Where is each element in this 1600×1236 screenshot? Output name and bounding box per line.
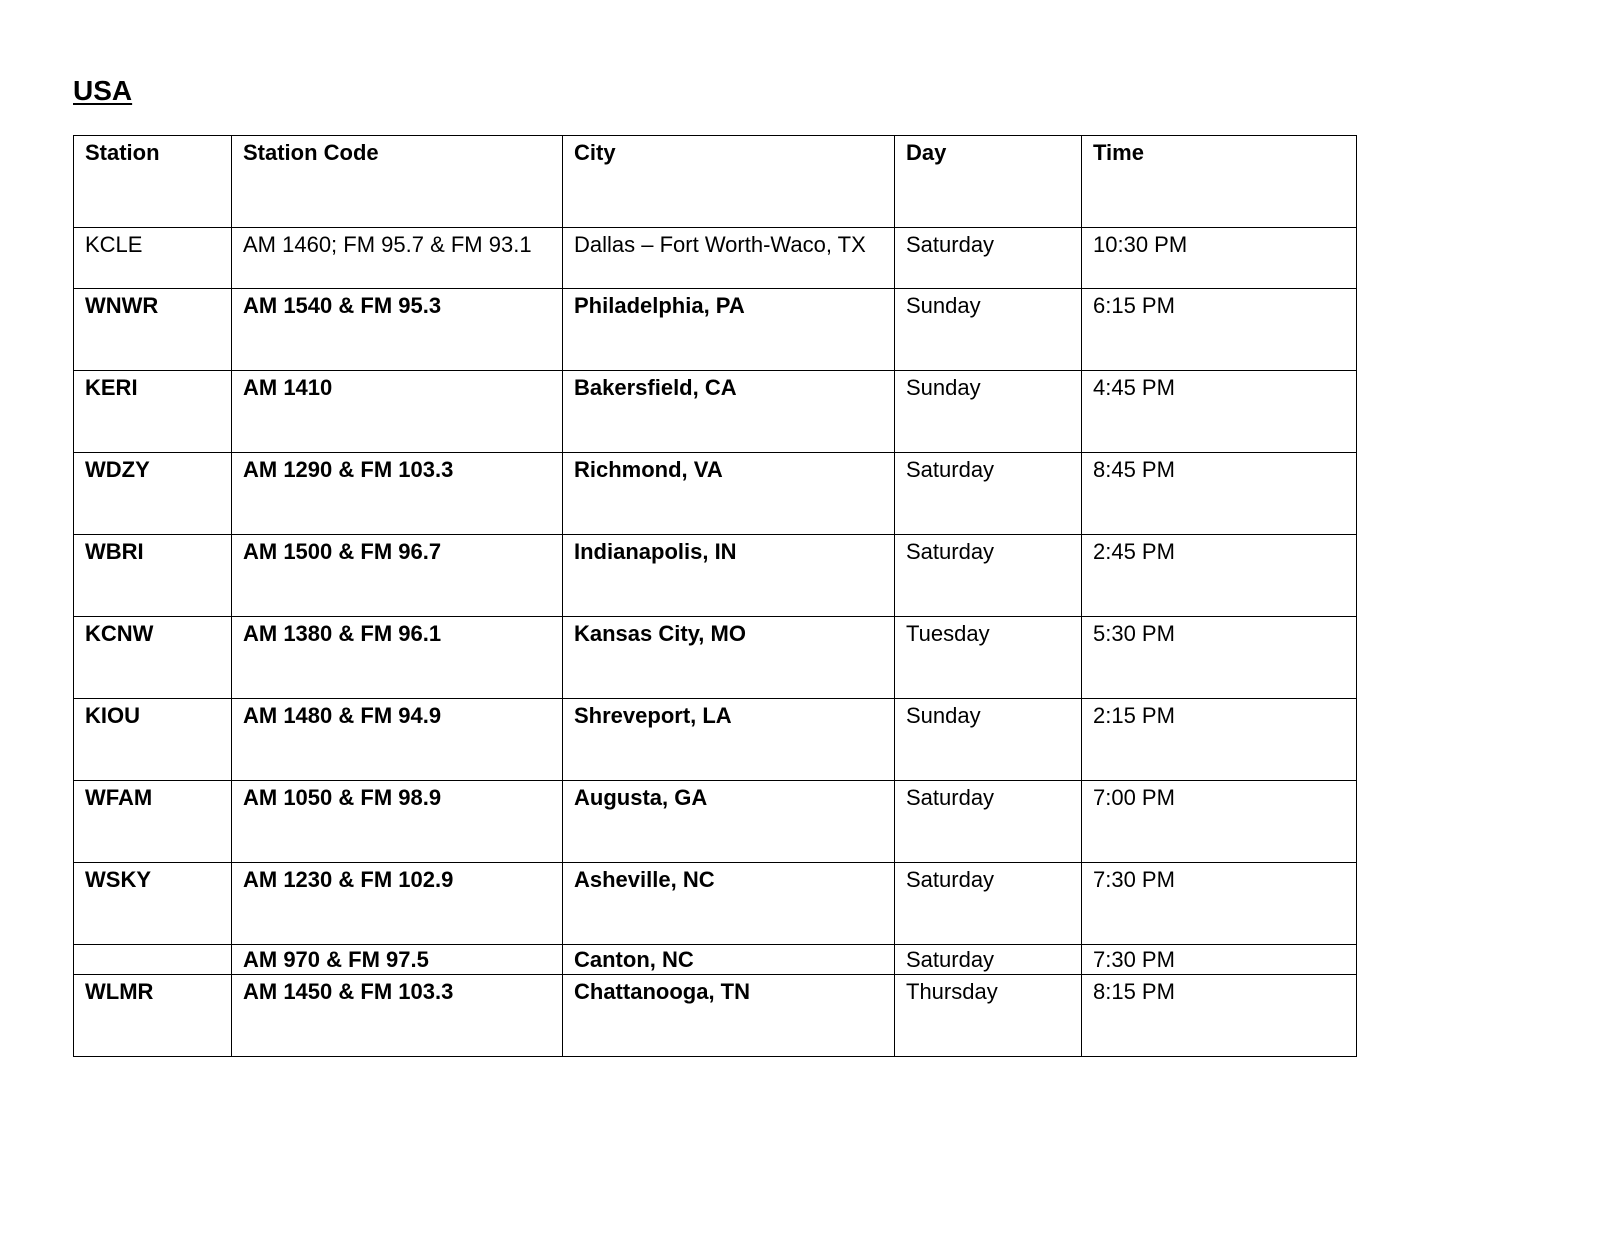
time-cell: 8:15 PM: [1082, 975, 1357, 1057]
page-heading: USA: [73, 75, 133, 106]
header-day: Day: [895, 136, 1082, 228]
city-cell: Augusta, GA: [563, 781, 895, 863]
table-row: [74, 975, 1357, 1057]
city-cell: Kansas City, MO: [563, 617, 895, 699]
header-time: Time: [1082, 136, 1357, 228]
station-code-cell: AM 1230 & FM 102.9: [232, 863, 563, 945]
station-table: [73, 135, 1357, 1057]
station-code-cell: AM 1540 & FM 95.3: [232, 289, 563, 371]
station-cell: WBRI: [74, 535, 232, 617]
station-code-cell: AM 970 & FM 97.5: [232, 945, 563, 975]
day-cell: Thursday: [895, 975, 1082, 1057]
station-cell: KCLE: [74, 228, 232, 289]
station-code-cell: AM 1380 & FM 96.1: [232, 617, 563, 699]
city-cell: Indianapolis, IN: [563, 535, 895, 617]
city-cell: Richmond, VA: [563, 453, 895, 535]
day-cell: Tuesday: [895, 617, 1082, 699]
station-code-cell: AM 1460; FM 95.7 & FM 93.1: [232, 228, 563, 289]
day-cell: Saturday: [895, 535, 1082, 617]
table-header-row: [74, 136, 1357, 228]
time-cell: 2:45 PM: [1082, 535, 1357, 617]
table-row: [74, 371, 1357, 453]
header-station: Station: [74, 136, 232, 228]
header-city: City: [563, 136, 895, 228]
station-cell: [74, 945, 232, 975]
station-code-cell: AM 1410: [232, 371, 563, 453]
city-cell: Chattanooga, TN: [563, 975, 895, 1057]
day-cell: Sunday: [895, 371, 1082, 453]
station-cell: KIOU: [74, 699, 232, 781]
city-cell: Asheville, NC: [563, 863, 895, 945]
city-cell: Canton, NC: [563, 945, 895, 975]
header-station-code: Station Code: [232, 136, 563, 228]
time-cell: 10:30 PM: [1082, 228, 1357, 289]
day-cell: Saturday: [895, 781, 1082, 863]
city-cell: Philadelphia, PA: [563, 289, 895, 371]
table-row: [74, 699, 1357, 781]
station-cell: WNWR: [74, 289, 232, 371]
station-code-cell: AM 1500 & FM 96.7: [232, 535, 563, 617]
station-code-cell: AM 1290 & FM 103.3: [232, 453, 563, 535]
station-cell: WDZY: [74, 453, 232, 535]
time-cell: 7:00 PM: [1082, 781, 1357, 863]
table-row: [74, 781, 1357, 863]
station-cell: KERI: [74, 371, 232, 453]
table-row: [74, 289, 1357, 371]
day-cell: Sunday: [895, 699, 1082, 781]
city-cell: Dallas – Fort Worth-Waco, TX: [563, 228, 895, 289]
time-cell: 5:30 PM: [1082, 617, 1357, 699]
day-cell: Saturday: [895, 228, 1082, 289]
city-cell: Shreveport, LA: [563, 699, 895, 781]
day-cell: Saturday: [895, 453, 1082, 535]
table-row: [74, 863, 1357, 945]
table-row: [74, 453, 1357, 535]
time-cell: 6:15 PM: [1082, 289, 1357, 371]
table-row: [74, 945, 1357, 975]
time-cell: 7:30 PM: [1082, 945, 1357, 975]
station-cell: WSKY: [74, 863, 232, 945]
station-cell: WLMR: [74, 975, 232, 1057]
time-cell: 7:30 PM: [1082, 863, 1357, 945]
day-cell: Sunday: [895, 289, 1082, 371]
table-row: [74, 617, 1357, 699]
table-row: [74, 228, 1357, 289]
station-code-cell: AM 1050 & FM 98.9: [232, 781, 563, 863]
day-cell: Saturday: [895, 945, 1082, 975]
table-row: [74, 535, 1357, 617]
station-cell: KCNW: [74, 617, 232, 699]
station-code-cell: AM 1480 & FM 94.9: [232, 699, 563, 781]
station-cell: WFAM: [74, 781, 232, 863]
day-cell: Saturday: [895, 863, 1082, 945]
time-cell: 2:15 PM: [1082, 699, 1357, 781]
station-code-cell: AM 1450 & FM 103.3: [232, 975, 563, 1057]
time-cell: 8:45 PM: [1082, 453, 1357, 535]
time-cell: 4:45 PM: [1082, 371, 1357, 453]
city-cell: Bakersfield, CA: [563, 371, 895, 453]
